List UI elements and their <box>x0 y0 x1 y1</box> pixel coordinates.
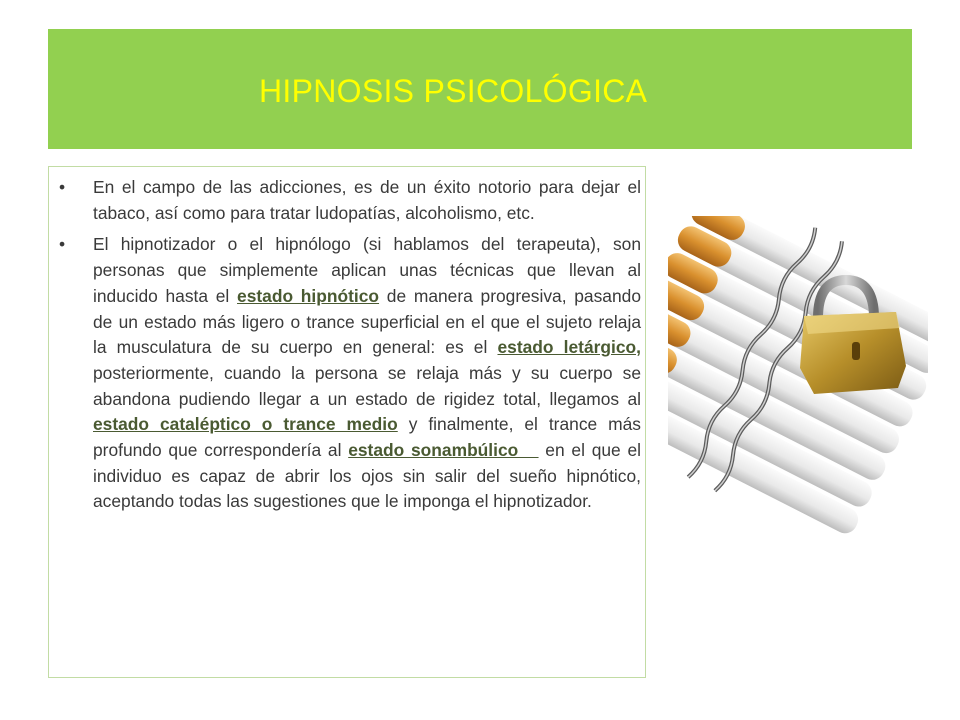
bullet-list <box>59 175 641 521</box>
chained-cigarettes-image <box>668 216 928 534</box>
term-estado-hipnotico: estado hipnótico <box>237 285 380 306</box>
term-estado-cataleptico: estado cataléptico o trance medio <box>93 414 398 435</box>
bullet-text-part: posteriormente, cuando la persona se relaja más y su cuerpo se abandona pudiendo llegar a un estado de rigidez total, llegamos al <box>93 362 641 409</box>
content-box <box>48 166 646 678</box>
bullet-item-adicciones <box>59 175 641 226</box>
chained-cigarettes-padlock-icon <box>668 216 928 534</box>
bullet-item-hipnotizador <box>59 232 641 515</box>
bullet-text-part: en el que el individuo es capaz de abrir los ojos sin salir del sueño hipnótico, aceptando todas las sugestiones que le imponga el hipnotizador. <box>93 440 641 512</box>
bullet-text-part: y finalmente, el trance más profundo que correspondería al <box>93 414 641 461</box>
bullet-marker: • <box>59 234 66 255</box>
bullet-text-part: de manera progresiva, pasando de un estado más ligero o trance superficial en el que el sujeto relaja la musculatura de su cuerpo en general: es el <box>93 285 641 358</box>
title-bar <box>48 29 912 149</box>
bullet-text-part: El hipnotizador o el hipnólogo (si hablamos del terapeuta), son personas que simplemente aplican unas técnicas que llevan al inducido hasta el <box>93 234 641 306</box>
term-estado-sonambulico: estado sonambúlico <box>348 440 539 461</box>
slide-title: HIPNOSIS PSICOLÓGICA <box>259 73 648 109</box>
bullet-marker: • <box>59 177 66 197</box>
term-estado-letargico: estado letárgico, <box>497 337 641 358</box>
bullet-text: En el campo de las adicciones, es de un éxito notorio para dejar el tabaco, así como para tratar ludopatías, alcoholismo, etc. <box>93 177 641 223</box>
